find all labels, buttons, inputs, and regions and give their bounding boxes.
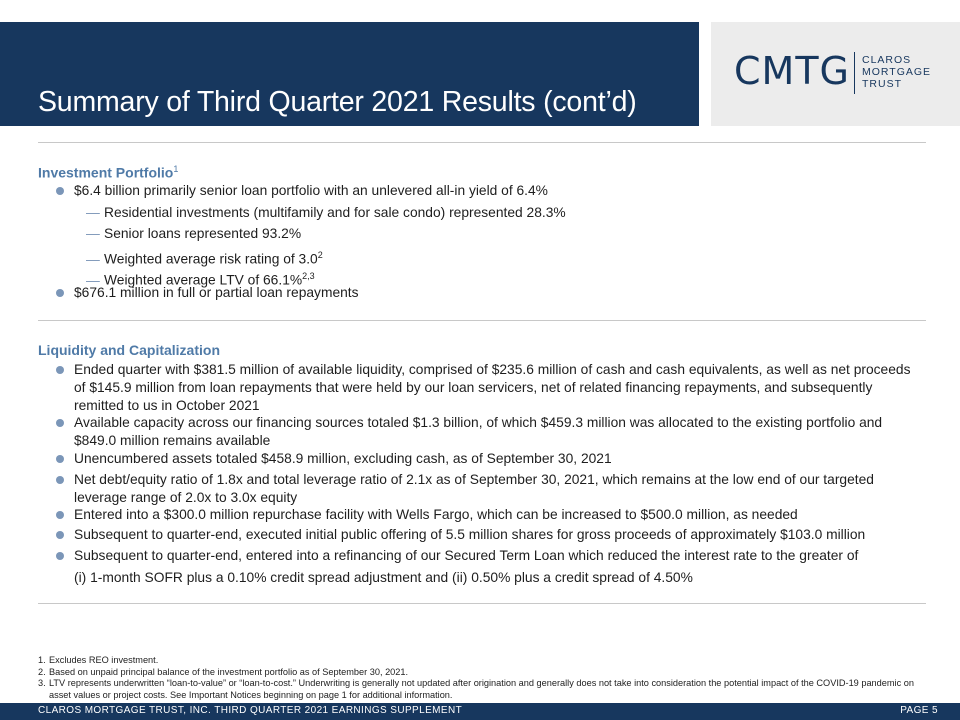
logo-wordmark <box>862 54 931 90</box>
divider-top <box>38 142 926 143</box>
dash-icon: — <box>86 226 100 241</box>
footnote-2 <box>38 667 928 679</box>
footer-page-number: PAGE 5 <box>900 705 938 716</box>
liquidity-bullet-7 <box>56 547 916 565</box>
bullet-dot-icon <box>56 552 64 560</box>
bullet-text: Entered into a $300.0 million repurchase facility with Wells Fargo, which can be increased to $500.0 million, as needed <box>74 507 798 522</box>
liquidity-bullet-2 <box>56 414 916 450</box>
bullet-dot-icon <box>56 366 64 374</box>
bullet-dot-icon <box>56 455 64 463</box>
footnote-number: 2. <box>38 666 46 677</box>
bullet-text: $676.1 million in full or partial loan repayments <box>74 285 359 300</box>
logo-mark: CMTG <box>734 49 850 93</box>
logo-line-3: TRUST <box>862 78 902 90</box>
dash-icon: — <box>86 251 100 267</box>
bullet-text: Subsequent to quarter-end, entered into a refinancing of our Secured Term Loan which reduced the interest rate to the greater of <box>74 548 859 563</box>
investment-sub-3 <box>86 246 323 269</box>
bullet-dot-icon <box>56 511 64 519</box>
dash-icon: — <box>86 272 100 288</box>
page-title: Summary of Third Quarter 2021 Results (cont’d) <box>38 86 637 118</box>
liquidity-bullet-7-continuation <box>56 569 916 587</box>
logo-divider <box>854 52 855 94</box>
sub-text: Weighted average risk rating of 3.0 <box>104 251 318 267</box>
footnote-number: 1. <box>38 655 46 665</box>
divider-middle <box>38 320 926 321</box>
footnote-text: Excludes REO investment. <box>49 655 159 665</box>
investment-portfolio-heading <box>38 164 178 181</box>
footnote-3 <box>38 678 928 701</box>
logo-line-1: CLAROS <box>862 54 912 66</box>
sub-footnote: 2,3 <box>302 271 315 281</box>
footnote-text: LTV represents underwritten “loan-to-value” or “loan-to-cost.” Underwriting is generally not updated after origination and generally does not take into consideration the potential impact of the COVID-19 pandemic on asset values or project costs. See Important Notices beginning on page 1 for additional information. <box>49 678 914 700</box>
bullet-text: Available capacity across our financing sources totaled $1.3 billion, of which $459.3 million was allocated to the existing portfolio and $849.0 million remains available <box>74 415 883 448</box>
footnote-1 <box>38 655 928 667</box>
footnotes <box>38 655 928 701</box>
bullet-text: Subsequent to quarter-end, executed initial public offering of 5.5 million shares for gross proceeds of approximately $103.0 million <box>74 527 866 542</box>
liquidity-bullet-4 <box>56 471 916 507</box>
bullet-dot-icon <box>56 419 64 427</box>
investment-bullet-1 <box>56 182 916 200</box>
bullet-text: Net debt/equity ratio of 1.8x and total leverage ratio of 2.1x as of September 30, 2021, which remains at the low end of our targeted leverage range of 2.0x to 3.0x equity <box>74 472 874 505</box>
logo-line-2: MORTGAGE <box>862 66 932 78</box>
bullet-text: Unencumbered assets totaled $458.9 million, excluding cash, as of September 30, 2021 <box>74 451 612 466</box>
footnote-text: Based on unpaid principal balance of the investment portfolio as of September 30, 2021. <box>49 666 409 677</box>
bullet-dot-icon <box>56 187 64 195</box>
sub-text: Senior loans represented 93.2% <box>104 226 302 241</box>
bullet-dot-icon <box>56 531 64 539</box>
investment-sub-2 <box>86 225 301 243</box>
liquidity-bullet-5 <box>56 506 916 524</box>
investment-heading-text: Investment Portfolio <box>38 164 174 181</box>
sub-text: Weighted average LTV of 66.1% <box>104 272 303 288</box>
footnote-number: 3. <box>38 678 46 688</box>
investment-bullet-2 <box>56 284 916 302</box>
liquidity-bullet-3 <box>56 450 916 468</box>
continuation-text: (i) 1-month SOFR plus a 0.10% credit spread adjustment and (ii) 0.50% plus a credit spread of 4.50% <box>74 570 693 585</box>
liquidity-heading: Liquidity and Capitalization <box>38 342 220 358</box>
liquidity-bullet-6 <box>56 526 916 544</box>
divider-bottom <box>38 603 926 604</box>
bullet-text: Ended quarter with $381.5 million of available liquidity, comprised of $235.6 million of cash and cash equivalents, as well as net proceeds of $145.9 million from loan repayments that were held by our loan servicers, net of related financing repayments, and subsequently remitted to us in October 2021 <box>74 362 911 413</box>
dash-icon: — <box>86 205 100 220</box>
bullet-text: $6.4 billion primarily senior loan portfolio with an unlevered all-in yield of 6.4% <box>74 183 548 198</box>
liquidity-bullet-1 <box>56 361 916 415</box>
sub-footnote: 2 <box>317 250 323 260</box>
investment-heading-footnote: 1 <box>173 164 179 174</box>
investment-sub-1 <box>86 204 566 222</box>
bullet-dot-icon <box>56 289 64 297</box>
bullet-dot-icon <box>56 476 64 484</box>
sub-text: Residential investments (multifamily and for sale condo) represented 28.3% <box>104 205 566 220</box>
footer-company-text: CLAROS MORTGAGE TRUST, INC. THIRD QUARTER 2021 EARNINGS SUPPLEMENT <box>38 705 463 716</box>
